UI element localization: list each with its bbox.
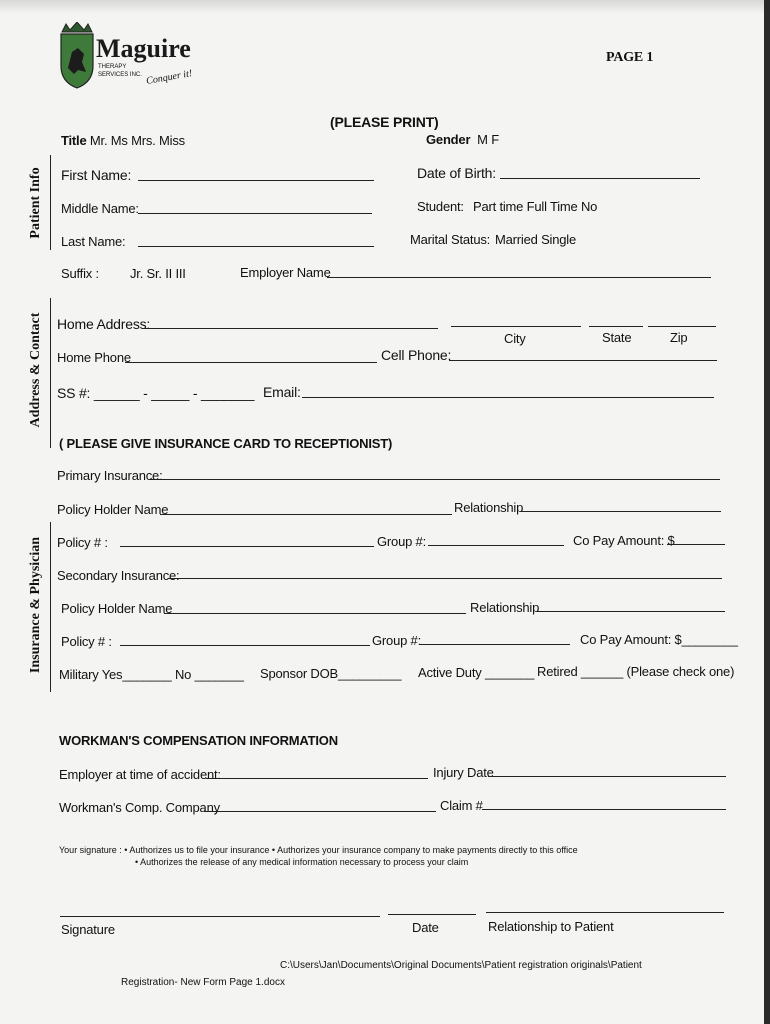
last-name-field[interactable]: [138, 246, 374, 247]
logo-name: Maguire: [96, 34, 191, 63]
first-name-label: First Name:: [61, 167, 132, 183]
last-name-label: Last Name:: [61, 234, 126, 249]
relationship-patient-label: Relationship to Patient: [488, 919, 614, 934]
state-field[interactable]: [589, 326, 643, 327]
logo-sub2: SERVICES INC.: [98, 72, 142, 78]
city-label: City: [504, 331, 526, 346]
section-insurance-physician: Insurance & Physician: [28, 536, 43, 674]
date-label: Date: [412, 920, 439, 935]
employer-label: Employer Name: [240, 265, 331, 280]
primary-insurance-label: Primary Insurance:: [57, 468, 163, 483]
employer-field[interactable]: [327, 277, 711, 278]
section-address-contact: Address & Contact: [28, 312, 43, 428]
relationship1-label: Relationship: [454, 500, 524, 515]
policy2-label: Policy # :: [61, 634, 112, 649]
group1-label: Group #:: [377, 534, 426, 549]
injury-date-label: Injury Date: [433, 765, 494, 780]
copay1-field[interactable]: [667, 544, 725, 545]
email-label: Email:: [263, 384, 301, 400]
email-field[interactable]: [302, 397, 714, 398]
logo-sub1: THERAPY: [98, 64, 127, 70]
insurance-bar: [50, 522, 51, 692]
first-name-field[interactable]: [138, 180, 374, 181]
group2-field[interactable]: [420, 644, 570, 645]
signature-authorization-2: • Authorizes the release of any medical information necessary to process your claim: [135, 857, 469, 867]
city-field[interactable]: [451, 326, 581, 327]
secondary-insurance-field[interactable]: [168, 578, 722, 579]
military-field[interactable]: Military Yes_______ No _______: [59, 667, 244, 682]
workers-comp-heading: WORKMAN'S COMPENSATION INFORMATION: [59, 733, 338, 748]
middle-name-label: Middle Name:: [61, 201, 139, 216]
signature-authorization: Your signature : • Authorizes us to file your insurance • Authorizes your insurance company to make payments directly to this office: [59, 845, 578, 855]
relationship-patient-field[interactable]: [486, 912, 724, 913]
home-address-label: Home Address:: [57, 316, 151, 332]
marital-label: Marital Status:: [410, 232, 491, 247]
active-duty-field[interactable]: Active Duty _______: [418, 665, 535, 680]
comp-company-field[interactable]: [204, 811, 436, 812]
claim-label: Claim #: [440, 798, 483, 813]
patient-info-bar: [50, 155, 51, 250]
suffix-options[interactable]: Jr. Sr. II III: [130, 266, 186, 281]
logo-tagline: Conquer it!: [145, 68, 193, 87]
page-label: PAGE 1: [606, 50, 654, 65]
retired-field[interactable]: Retired ______ (Please check one): [537, 664, 735, 679]
ss-field[interactable]: SS #: ______ - _____ - _______: [57, 385, 255, 401]
home-phone-label: Home Phone: [57, 350, 131, 365]
footer-filename: Registration- New Form Page 1.docx: [121, 977, 285, 988]
sponsor-dob-field[interactable]: Sponsor DOB_________: [260, 666, 402, 681]
gender-label: Gender: [426, 132, 471, 147]
marital-options[interactable]: Married Single: [495, 232, 577, 247]
title-options[interactable]: Mr. Ms Mrs. Miss: [89, 133, 185, 148]
title-label: Title: [61, 133, 87, 148]
group2-label: Group #:: [372, 633, 421, 648]
copay1-label: Co Pay Amount: $: [573, 533, 675, 548]
title-row: [61, 133, 185, 148]
holder2-field[interactable]: [164, 613, 466, 614]
section-patient-info: Patient Info: [28, 167, 43, 239]
crest-icon: [58, 22, 96, 90]
cell-phone-field[interactable]: [449, 360, 717, 361]
home-phone-field[interactable]: [125, 362, 377, 363]
date-field[interactable]: [388, 914, 476, 915]
policy1-field[interactable]: [120, 546, 374, 547]
copay2-field[interactable]: Co Pay Amount: $________: [580, 632, 738, 647]
employer-accident-label: Employer at time of accident:: [59, 767, 221, 782]
comp-company-label: Workman's Comp. Company: [59, 800, 220, 815]
holder1-field[interactable]: [160, 514, 452, 515]
group1-field[interactable]: [428, 545, 564, 546]
injury-date-field[interactable]: [488, 776, 726, 777]
zip-label: Zip: [670, 330, 688, 345]
middle-name-field[interactable]: [138, 213, 372, 214]
signature-field[interactable]: [60, 916, 380, 917]
scan-edge: [764, 0, 770, 1024]
suffix-label: Suffix :: [61, 266, 99, 281]
holder2-label: Policy Holder Name: [61, 601, 173, 616]
employer-accident-field[interactable]: [206, 778, 428, 779]
relationship2-field[interactable]: [537, 611, 725, 612]
cell-phone-label: Cell Phone:: [381, 347, 452, 363]
policy2-field[interactable]: [120, 645, 370, 646]
policy1-label: Policy # :: [57, 535, 108, 550]
insurance-notice: ( PLEASE GIVE INSURANCE CARD TO RECEPTIONIST): [59, 436, 393, 451]
signature-label: Signature: [61, 922, 115, 937]
footer-path: C:\Users\Jan\Documents\Original Documents\Patient registration originals\Patient: [280, 960, 642, 971]
relationship2-label: Relationship: [470, 600, 540, 615]
dob-field[interactable]: [500, 178, 700, 179]
home-address-field[interactable]: [142, 328, 438, 329]
zip-field[interactable]: [648, 326, 716, 327]
address-bar: [50, 298, 51, 448]
holder1-label: Policy Holder Name: [57, 502, 169, 517]
dob-label: Date of Birth:: [417, 165, 496, 181]
student-label: Student:: [417, 199, 464, 214]
scan-shadow: [0, 0, 770, 14]
gender-options[interactable]: M F: [477, 132, 499, 147]
secondary-insurance-label: Secondary Insurance:: [57, 568, 180, 583]
state-label: State: [602, 330, 632, 345]
student-options[interactable]: Part time Full Time No: [473, 199, 598, 214]
claim-field[interactable]: [482, 809, 726, 810]
please-print: (PLEASE PRINT): [330, 114, 439, 130]
gender-row: [426, 132, 499, 147]
primary-insurance-field[interactable]: [150, 479, 720, 480]
relationship1-field[interactable]: [521, 511, 721, 512]
